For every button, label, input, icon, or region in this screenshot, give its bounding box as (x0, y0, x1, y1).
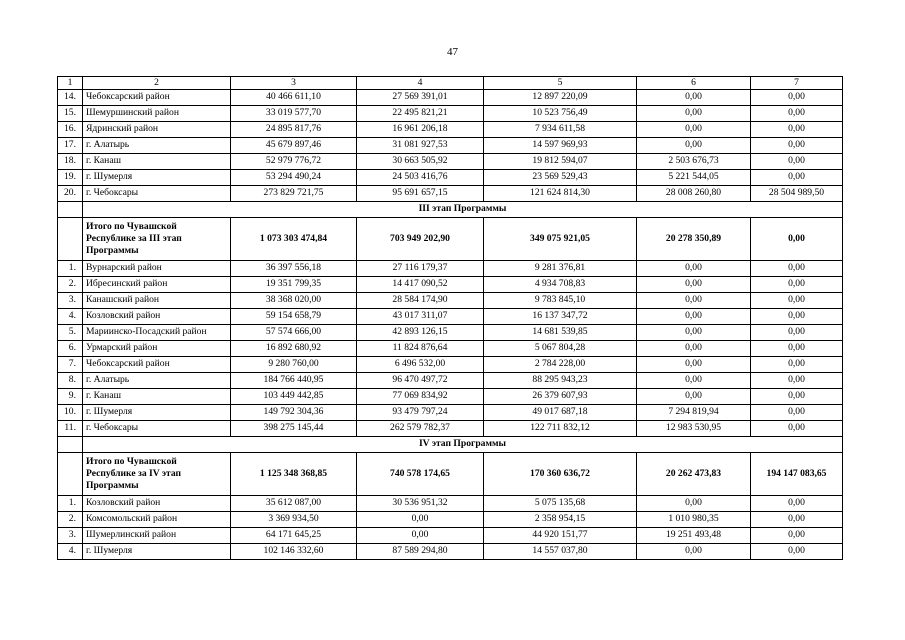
table-row (58, 170, 843, 186)
total-row (58, 218, 843, 261)
amount-cell: 0,00 (637, 373, 751, 389)
amount-cell: 4 934 708,83 (484, 277, 637, 293)
total-label: Итого по Чувашской Республике за III этап Программы (83, 218, 231, 261)
amount-cell: 0,00 (637, 261, 751, 277)
amount-cell: 11 824 876,64 (357, 341, 484, 357)
amount-cell: 43 017 311,07 (357, 309, 484, 325)
table-row (58, 528, 843, 544)
section-title: III этап Программы (83, 202, 843, 218)
amount-cell: 28 008 260,80 (637, 186, 751, 202)
total-amount: 0,00 (751, 218, 843, 261)
amount-cell: 149 792 304,36 (231, 405, 357, 421)
amount-cell: 2 503 676,73 (637, 154, 751, 170)
row-number: 3. (58, 293, 83, 309)
amount-cell: 93 479 797,24 (357, 405, 484, 421)
amount-cell: 88 295 943,23 (484, 373, 637, 389)
amount-cell: 64 171 645,25 (231, 528, 357, 544)
amount-cell: 16 892 680,92 (231, 341, 357, 357)
amount-cell: 40 466 611,10 (231, 90, 357, 106)
district-name: Мариинско-Посадский район (83, 325, 231, 341)
amount-cell: 16 137 347,72 (484, 309, 637, 325)
row-number: 11. (58, 421, 83, 437)
row-number: 18. (58, 154, 83, 170)
amount-cell: 0,00 (637, 357, 751, 373)
table-row (58, 341, 843, 357)
row-number: 14. (58, 90, 83, 106)
amount-cell: 16 961 206,18 (357, 122, 484, 138)
amount-cell: 0,00 (637, 138, 751, 154)
district-name: г. Чебоксары (83, 186, 231, 202)
amount-cell: 26 379 607,93 (484, 389, 637, 405)
amount-cell: 5 221 544,05 (637, 170, 751, 186)
amount-cell: 0,00 (751, 138, 843, 154)
total-amount: 20 278 350,89 (637, 218, 751, 261)
amount-cell: 52 979 776,72 (231, 154, 357, 170)
budget-table (57, 76, 843, 560)
amount-cell: 19 351 799,35 (231, 277, 357, 293)
column-number-6: 6 (637, 77, 751, 90)
district-name: Чебоксарский район (83, 357, 231, 373)
section-blank-cell (58, 202, 83, 218)
row-number: 4. (58, 544, 83, 560)
section-title-row (58, 437, 843, 453)
amount-cell: 30 663 505,92 (357, 154, 484, 170)
total-amount: 740 578 174,65 (357, 453, 484, 496)
row-number: 19. (58, 170, 83, 186)
amount-cell: 0,00 (751, 261, 843, 277)
amount-cell: 0,00 (751, 405, 843, 421)
table-row (58, 421, 843, 437)
amount-cell: 35 612 087,00 (231, 496, 357, 512)
row-number: 15. (58, 106, 83, 122)
row-number: 8. (58, 373, 83, 389)
table-row (58, 154, 843, 170)
amount-cell: 0,00 (751, 309, 843, 325)
amount-cell: 23 569 529,43 (484, 170, 637, 186)
amount-cell: 0,00 (637, 122, 751, 138)
total-blank-cell (58, 453, 83, 496)
section-blank-cell (58, 437, 83, 453)
table-row (58, 357, 843, 373)
amount-cell: 102 146 332,60 (231, 544, 357, 560)
district-name: Козловский район (83, 309, 231, 325)
amount-cell: 38 368 020,00 (231, 293, 357, 309)
amount-cell: 44 920 151,77 (484, 528, 637, 544)
district-name: Ибресинский район (83, 277, 231, 293)
amount-cell: 0,00 (751, 325, 843, 341)
amount-cell: 0,00 (751, 122, 843, 138)
table-body (58, 77, 843, 560)
total-amount: 703 949 202,90 (357, 218, 484, 261)
table-row (58, 261, 843, 277)
district-name: Комсомольский район (83, 512, 231, 528)
amount-cell: 9 280 760,00 (231, 357, 357, 373)
row-number: 6. (58, 341, 83, 357)
amount-cell: 0,00 (751, 528, 843, 544)
table-row (58, 389, 843, 405)
amount-cell: 0,00 (751, 293, 843, 309)
amount-cell: 6 496 532,00 (357, 357, 484, 373)
district-name: Чебоксарский район (83, 90, 231, 106)
table-row (58, 186, 843, 202)
amount-cell: 28 584 174,90 (357, 293, 484, 309)
column-number-1: 1 (58, 77, 83, 90)
table-row (58, 512, 843, 528)
district-name: Урмарский район (83, 341, 231, 357)
row-number: 17. (58, 138, 83, 154)
amount-cell: 24 895 817,76 (231, 122, 357, 138)
district-name: г. Чебоксары (83, 421, 231, 437)
row-number: 5. (58, 325, 83, 341)
row-number: 1. (58, 496, 83, 512)
amount-cell: 3 369 934,50 (231, 512, 357, 528)
total-row (58, 453, 843, 496)
amount-cell: 122 711 832,12 (484, 421, 637, 437)
row-number: 4. (58, 309, 83, 325)
district-name: Ядринский район (83, 122, 231, 138)
total-amount: 20 262 473,83 (637, 453, 751, 496)
district-name: Канашский район (83, 293, 231, 309)
amount-cell: 103 449 442,85 (231, 389, 357, 405)
amount-cell: 0,00 (751, 496, 843, 512)
row-number: 20. (58, 186, 83, 202)
district-name: Козловский район (83, 496, 231, 512)
district-name: Вурнарский район (83, 261, 231, 277)
amount-cell: 5 075 135,68 (484, 496, 637, 512)
row-number: 3. (58, 528, 83, 544)
district-name: г. Шумерля (83, 405, 231, 421)
total-blank-cell (58, 218, 83, 261)
district-name: г. Алатырь (83, 373, 231, 389)
district-name: г. Алатырь (83, 138, 231, 154)
amount-cell: 14 417 090,52 (357, 277, 484, 293)
total-amount: 1 073 303 474,84 (231, 218, 357, 261)
table-row (58, 544, 843, 560)
amount-cell: 0,00 (637, 106, 751, 122)
amount-cell: 0,00 (637, 277, 751, 293)
table-row (58, 106, 843, 122)
amount-cell: 0,00 (751, 106, 843, 122)
table-row (58, 325, 843, 341)
amount-cell: 184 766 440,95 (231, 373, 357, 389)
amount-cell: 12 983 530,95 (637, 421, 751, 437)
amount-cell: 0,00 (637, 325, 751, 341)
table-row (58, 293, 843, 309)
district-name: г. Шумерля (83, 170, 231, 186)
amount-cell: 45 679 897,46 (231, 138, 357, 154)
amount-cell: 95 691 657,15 (357, 186, 484, 202)
amount-cell: 87 589 294,80 (357, 544, 484, 560)
column-number-2: 2 (83, 77, 231, 90)
amount-cell: 0,00 (637, 341, 751, 357)
total-label: Итого по Чувашской Республике за IV этап Программы (83, 453, 231, 496)
amount-cell: 30 536 951,32 (357, 496, 484, 512)
amount-cell: 121 624 814,30 (484, 186, 637, 202)
amount-cell: 53 294 490,24 (231, 170, 357, 186)
amount-cell: 0,00 (751, 90, 843, 106)
amount-cell: 273 829 721,75 (231, 186, 357, 202)
district-name: г. Шумерля (83, 544, 231, 560)
amount-cell: 24 503 416,76 (357, 170, 484, 186)
total-amount: 349 075 921,05 (484, 218, 637, 261)
amount-cell: 0,00 (751, 277, 843, 293)
amount-cell: 0,00 (637, 544, 751, 560)
amount-cell: 27 569 391,01 (357, 90, 484, 106)
table-row (58, 373, 843, 389)
column-number-5: 5 (484, 77, 637, 90)
column-number-7: 7 (751, 77, 843, 90)
table-row (58, 90, 843, 106)
amount-cell: 0,00 (751, 544, 843, 560)
amount-cell: 0,00 (357, 512, 484, 528)
amount-cell: 0,00 (637, 293, 751, 309)
amount-cell: 10 523 756,49 (484, 106, 637, 122)
amount-cell: 27 116 179,37 (357, 261, 484, 277)
amount-cell: 5 067 804,28 (484, 341, 637, 357)
amount-cell: 0,00 (751, 154, 843, 170)
amount-cell: 19 251 493,48 (637, 528, 751, 544)
amount-cell: 36 397 556,18 (231, 261, 357, 277)
amount-cell: 7 294 819,94 (637, 405, 751, 421)
amount-cell: 0,00 (637, 496, 751, 512)
amount-cell: 57 574 666,00 (231, 325, 357, 341)
amount-cell: 0,00 (751, 357, 843, 373)
amount-cell: 0,00 (637, 90, 751, 106)
amount-cell: 12 897 220,09 (484, 90, 637, 106)
table-row (58, 309, 843, 325)
amount-cell: 7 934 611,58 (484, 122, 637, 138)
amount-cell: 262 579 782,37 (357, 421, 484, 437)
amount-cell: 19 812 594,07 (484, 154, 637, 170)
district-name: г. Канаш (83, 389, 231, 405)
amount-cell: 14 681 539,85 (484, 325, 637, 341)
table-row (58, 138, 843, 154)
amount-cell: 0,00 (751, 341, 843, 357)
table-row (58, 405, 843, 421)
row-number: 16. (58, 122, 83, 138)
table-row (58, 122, 843, 138)
amount-cell: 2 358 954,15 (484, 512, 637, 528)
table-row (58, 277, 843, 293)
amount-cell: 49 017 687,18 (484, 405, 637, 421)
amount-cell: 2 784 228,00 (484, 357, 637, 373)
amount-cell: 0,00 (751, 421, 843, 437)
row-number: 10. (58, 405, 83, 421)
amount-cell: 398 275 145,44 (231, 421, 357, 437)
amount-cell: 42 893 126,15 (357, 325, 484, 341)
amount-cell: 77 069 834,92 (357, 389, 484, 405)
district-name: Шумерлинский район (83, 528, 231, 544)
section-title: IV этап Программы (83, 437, 843, 453)
amount-cell: 0,00 (637, 389, 751, 405)
total-amount: 1 125 348 368,85 (231, 453, 357, 496)
amount-cell: 0,00 (751, 170, 843, 186)
amount-cell: 0,00 (751, 512, 843, 528)
row-number: 2. (58, 277, 83, 293)
row-number: 9. (58, 389, 83, 405)
amount-cell: 33 019 577,70 (231, 106, 357, 122)
page-number: 47 (447, 46, 458, 58)
table-row (58, 496, 843, 512)
total-amount: 170 360 636,72 (484, 453, 637, 496)
amount-cell: 9 783 845,10 (484, 293, 637, 309)
amount-cell: 0,00 (357, 528, 484, 544)
district-name: г. Канаш (83, 154, 231, 170)
column-number-row (58, 77, 843, 90)
amount-cell: 0,00 (751, 389, 843, 405)
amount-cell: 96 470 497,72 (357, 373, 484, 389)
column-number-3: 3 (231, 77, 357, 90)
amount-cell: 0,00 (751, 373, 843, 389)
district-name: Шемуршинский район (83, 106, 231, 122)
row-number: 7. (58, 357, 83, 373)
amount-cell: 28 504 989,50 (751, 186, 843, 202)
amount-cell: 9 281 376,81 (484, 261, 637, 277)
amount-cell: 31 081 927,53 (357, 138, 484, 154)
amount-cell: 1 010 980,35 (637, 512, 751, 528)
row-number: 2. (58, 512, 83, 528)
column-number-4: 4 (357, 77, 484, 90)
amount-cell: 14 557 037,80 (484, 544, 637, 560)
section-title-row (58, 202, 843, 218)
total-amount: 194 147 083,65 (751, 453, 843, 496)
amount-cell: 22 495 821,21 (357, 106, 484, 122)
amount-cell: 0,00 (637, 309, 751, 325)
row-number: 1. (58, 261, 83, 277)
amount-cell: 59 154 658,79 (231, 309, 357, 325)
amount-cell: 14 597 969,93 (484, 138, 637, 154)
